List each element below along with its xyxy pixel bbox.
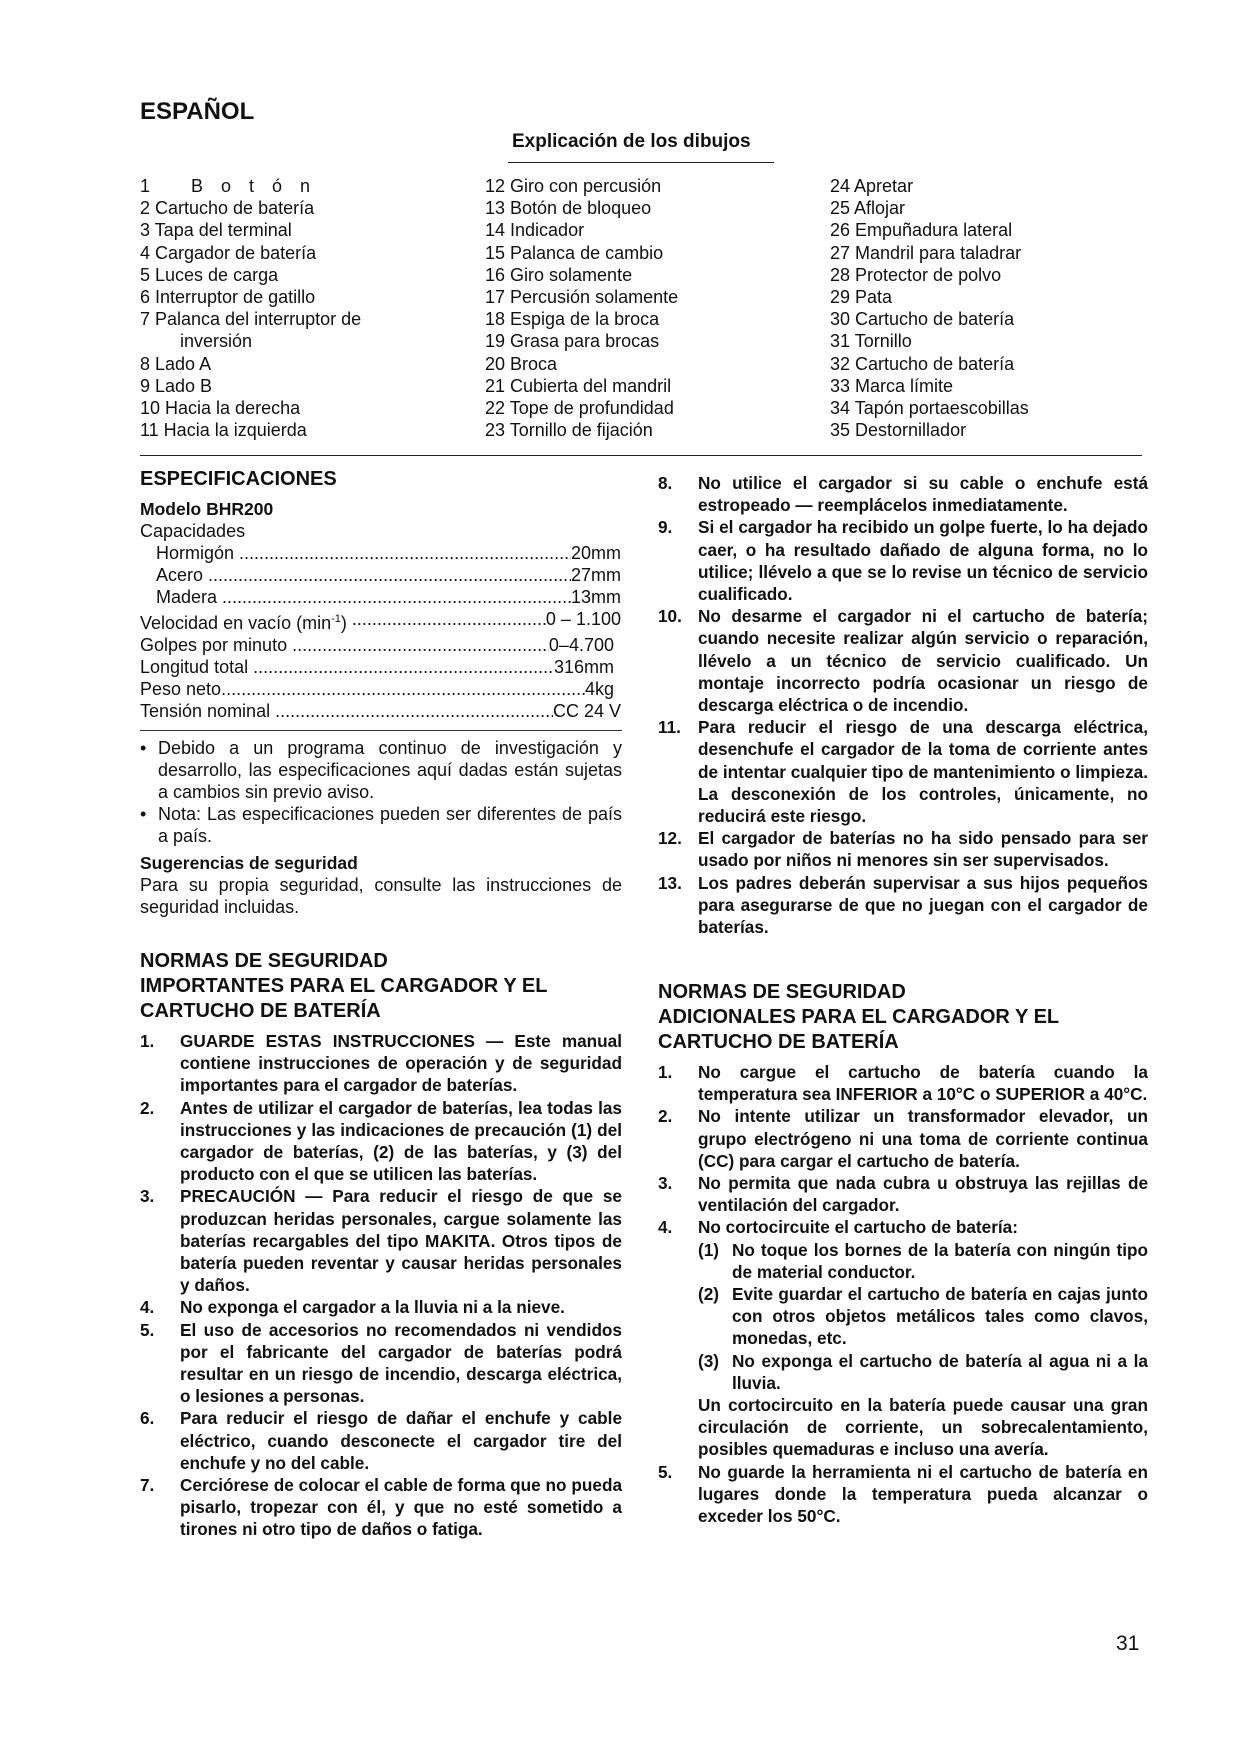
specifications-section: [140, 468, 622, 918]
spec-label: Acero: [156, 565, 204, 585]
legend-item: 32 Cartucho de batería: [830, 353, 1015, 374]
legend-item: 6 Interruptor de gatillo: [140, 287, 316, 308]
legend-item: 11 Hacia la izquierda: [140, 420, 307, 441]
spec-row: [140, 678, 614, 700]
legend-item: 5 Luces de carga: [140, 264, 279, 285]
legend-item: 21 Cubierta del mandril: [485, 375, 672, 396]
charger-rules-list: [140, 1030, 622, 1541]
legend-item: 15 Palanca de cambio: [485, 242, 664, 263]
legend-column-3: [830, 175, 1029, 441]
legend-item: 28 Protector de polvo: [830, 264, 1002, 285]
sub-rule-item: (1) No toque los bornes de la batería con ningún tipo de material conductor.: [698, 1239, 1148, 1282]
legend-item: 26 Empuñadura lateral: [830, 220, 1013, 241]
charger-rules-heading: NORMAS DE SEGURIDAD IMPORTANTES PARA EL CARGADOR Y EL CARTUCHO DE BATERÍA: [140, 950, 548, 1022]
page-number: 31: [1116, 1632, 1140, 1655]
rule-continuation: Un cortocircuito en la batería puede causar una gran circulación de corriente, un sobrecalentamiento, posibles quemaduras e incluso una avería.: [698, 1395, 1148, 1460]
legend-item: 10 Hacia la derecha: [140, 398, 301, 419]
spec-row: [140, 564, 625, 586]
spec-label: Velocidad en vacío $(\min^{-1})$: [140, 613, 347, 633]
rule-item: 13. Los padres deberán supervisar a sus hijos pequeños para asegurarse de que no juegan con el cargador de baterías.: [658, 872, 1148, 938]
spec-note: • Nota: Las especificaciones pueden ser diferentes de país a país.: [140, 804, 622, 846]
legend-item: 19 Grasa para brocas: [485, 331, 660, 352]
spec-row: [140, 542, 625, 564]
legend-item: 13 Botón de bloqueo: [485, 198, 652, 219]
spec-value: 0–4.700: [548, 635, 614, 655]
spec-value: CC 24 V: [552, 701, 621, 721]
legend-item: 17 Percusión solamente: [485, 287, 679, 308]
rule-item: 6. Para reducir el riesgo de dañar el enchufe y cable eléctrico, cuando desconecte el cargador tire del enchufe y no del cable.: [140, 1408, 622, 1473]
charger-rules-section: [140, 949, 622, 1541]
spec-label: Longitud total: [140, 657, 249, 677]
charger-rules-continued: [658, 472, 1148, 938]
rule-item: 4. No cortocircuite el cartucho de batería:: [658, 1217, 1018, 1238]
legend-item: 12 Giro con percusión: [485, 176, 662, 196]
legend-item: 33 Marca límite: [830, 375, 954, 396]
additional-rules-section: [658, 980, 1148, 1527]
rule-item: 2. Antes de utilizar el cargador de baterías, lea todas las instrucciones y las indicaciones de precaución (1) del cargador de baterías, (2) de las baterías, y (3) del producto con el que se utilicen las baterías.: [140, 1097, 622, 1185]
legend-title-underline: [508, 162, 774, 163]
section-divider: [140, 455, 1142, 456]
spec-row: [140, 656, 614, 678]
legend-item: 16 Giro solamente: [485, 264, 633, 285]
rule-item: 2. No intente utilizar un transformador elevador, un grupo electrógeno ni una toma de corriente continua (CC) para cargar el cartucho de batería.: [658, 1106, 1148, 1171]
additional-rules-list: [658, 1061, 1148, 1527]
language-heading: ESPAÑOL: [140, 98, 255, 125]
legend-item: 23 Tornillo de fijación: [485, 420, 653, 441]
legend-item: 8 Lado A: [140, 353, 212, 374]
spec-value: 27mm: [570, 565, 621, 585]
legend-item: 25 Aflojar: [830, 198, 906, 219]
legend-item: 4 Cargador de batería: [140, 242, 317, 263]
legend-item: 29 Pata: [830, 287, 893, 308]
legend-item: 3 Tapa del terminal: [140, 220, 292, 241]
additional-rules-heading: NORMAS DE SEGURIDAD ADICIONALES PARA EL CARGADOR Y EL CARTUCHO DE BATERÍA: [658, 981, 1060, 1053]
spec-value: 4kg: [584, 679, 614, 699]
rule-item: 12. El cargador de baterías no ha sido pensado para ser usado por niños ni menores sin ser supervisados.: [658, 828, 1148, 871]
spec-label: Peso neto: [140, 679, 222, 699]
rule-item: 1. GUARDE ESTAS INSTRUCCIONES — Este manual contiene instrucciones de operación y de seguridad importantes para el cargador de baterías.: [140, 1031, 622, 1096]
legend-item: 35 Destornillador: [830, 420, 967, 441]
rule-item: 1. No cargue el cartucho de batería cuando la temperatura sea INFERIOR a 10°C o SUPERIOR a 40°C.: [658, 1062, 1148, 1105]
legend-item-continuation: inversión: [180, 331, 253, 352]
legend-item: 34 Tapón portaescobillas: [830, 398, 1029, 419]
legend-item: 7 Palanca del interruptor de: [140, 309, 362, 330]
legend-item: 9 Lado B: [140, 375, 213, 396]
spec-notes: [140, 737, 622, 847]
spec-value: 13mm: [570, 587, 621, 607]
legend-item: 20 Broca: [485, 353, 558, 374]
spec-value: 20mm: [570, 543, 621, 563]
legend-column-2: [485, 175, 678, 441]
sub-rule-item: (2) Evite guardar el cartucho de batería en cajas junto con otros objetos metálicos tales como clavos, monedas, etc.: [698, 1284, 1148, 1349]
specs-divider: [140, 730, 622, 731]
rule-item: 4. No exponga el cargador a la lluvia ni a la nieve.: [140, 1297, 565, 1318]
spec-row: [140, 586, 625, 608]
rule-item: 7. Cerciórese de colocar el cable de forma que no pueda pisarlo, tropezar con él, y que no esté sometido a tirones ni otro tipo de daños o fatiga.: [140, 1475, 622, 1540]
spec-superscript: -1: [331, 613, 341, 625]
legend-item: 24 Apretar: [830, 176, 914, 196]
rule-item: 9. Si el cargador ha recibido un golpe fuerte, lo ha dejado caer, o ha resultado dañado de alguna forma, no lo utilice; llévelo a que se lo revise un técnico de servicio cualificado.: [658, 517, 1148, 605]
specs-heading: ESPECIFICACIONES: [140, 468, 337, 490]
rule-item: 3. No permita que nada cubra u obstruya las rejillas de ventilación del cargador.: [658, 1173, 1148, 1216]
spec-label: Tensión nominal: [140, 701, 271, 721]
spec-row: [140, 634, 614, 656]
rule-item: 5. El uso de accesorios no recomendados ni vendidos por el fabricante del cargador de baterías podrá resultar en un riesgo de incendio, descarga eléctrica, o lesiones a personas.: [140, 1319, 622, 1407]
rule-item: 8. No utilice el cargador si su cable o enchufe está estropeado — reemplácelos inmediatamente.: [658, 473, 1148, 516]
capacities-label: Capacidades: [140, 521, 246, 541]
spec-value: 0 – 1.100: [545, 609, 621, 629]
spec-row: [140, 608, 625, 634]
spec-row: [140, 700, 625, 722]
spec-label: Madera: [156, 587, 218, 607]
legend-item: 14 Indicador: [485, 220, 585, 241]
spec-note: • Debido a un programa continuo de investigación y desarrollo, las especificaciones aquí dadas están sujetas a cambios sin previo aviso.: [140, 738, 622, 802]
rule-item: 10. No desarme el cargador ni el cartucho de batería; cuando necesite realizar algún servicio o reparación, llévelo a un técnico de servicio cualificado. Un montaje incorrecto podría ocasionar un riesgo de descarga eléctrica o de incendio.: [658, 606, 1148, 716]
legend-item: 27 Mandril para taladrar: [830, 242, 1022, 263]
legend-item: 18 Espiga de la broca: [485, 309, 660, 330]
legend-item: 31 Tornillo: [830, 331, 912, 352]
sub-rule-item: (3) No exponga el cartucho de batería al agua ni a la lluvia.: [698, 1350, 1148, 1393]
spec-label: Hormigón: [156, 543, 235, 563]
specs-table: [140, 520, 625, 722]
legend-item: 22 Tope de profundidad: [485, 398, 674, 419]
safety-tips-text: Para su propia seguridad, consulte las instrucciones de seguridad incluidas.: [140, 875, 622, 917]
legend-title: Explicación de los dibujos: [512, 131, 751, 152]
legend-item: 30 Cartucho de batería: [830, 309, 1015, 330]
spec-value: 316mm: [553, 657, 614, 677]
rule-item: 3. PRECAUCIÓN — Para reducir el riesgo de que se produzcan heridas personales, cargue solamente las baterías recargables del tipo MAKITA. Otros tipos de batería pueden reventar y causar heridas personales y daños.: [140, 1186, 622, 1296]
rule-item: 11. Para reducir el riesgo de una descarga eléctrica, desenchufe el cargador de la toma de corriente antes de intentar cualquier tipo de mantenimiento o limpieza. La desconexión de los controles, únicamente, no reducirá este riesgo.: [658, 717, 1148, 827]
legend-item: 1 Botón: [140, 176, 329, 196]
legend-column-1: [140, 175, 361, 441]
rule-item: 5. No guarde la herramienta ni el cartucho de batería en lugares donde la temperatura pueda alcanzar o exceder los 50°C.: [658, 1461, 1148, 1527]
model-label: Modelo BHR200: [140, 499, 274, 519]
safety-tips-heading: Sugerencias de seguridad: [140, 853, 358, 873]
legend-item: 2 Cartucho de batería: [140, 198, 315, 219]
charger-rules-list-continued: [658, 472, 1148, 938]
spec-label: Golpes por minuto: [140, 635, 288, 655]
